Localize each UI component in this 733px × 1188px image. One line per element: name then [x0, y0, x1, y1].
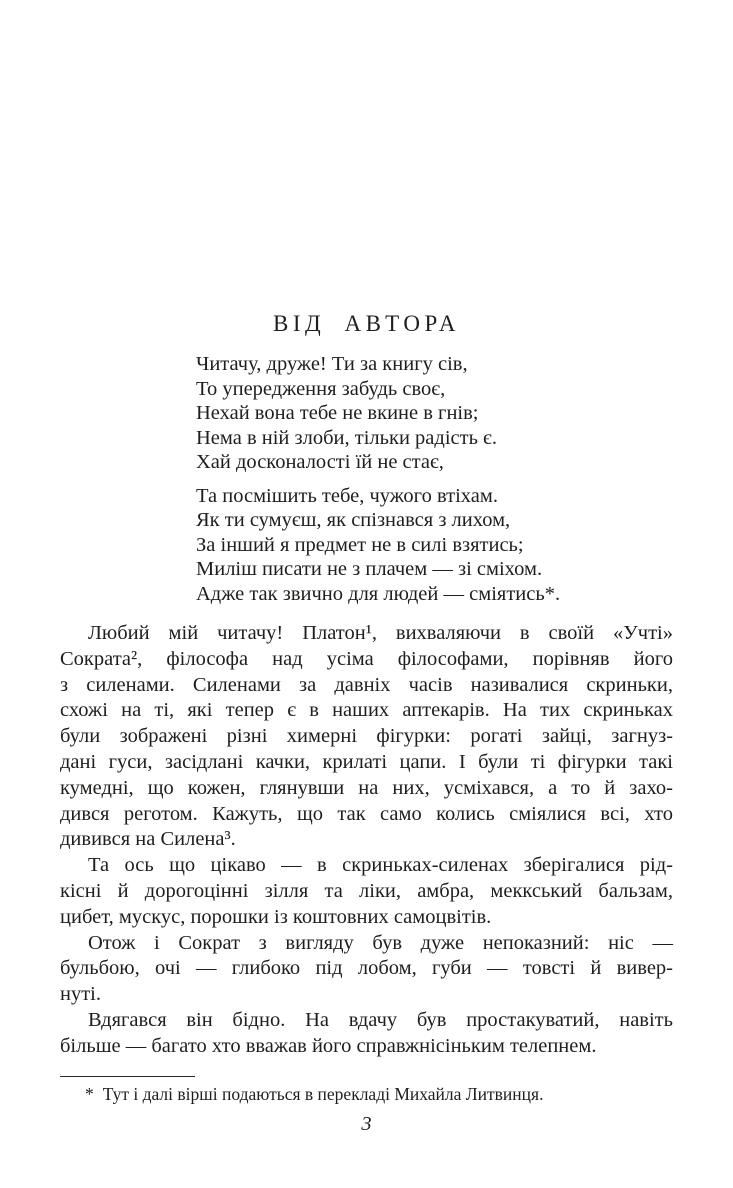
prose-line: дився реготом. Кажуть, що так само колись сміялися всі, хто: [60, 802, 673, 825]
footnote-divider: [60, 1076, 195, 1077]
footnote-text: Тут і далі вірші подаються в перекладі Михайла Литвинця.: [102, 1084, 544, 1104]
prose-paragraph-3: [60, 931, 673, 1008]
poem-line: Миліш писати не з плачем — зі сміхом.: [196, 558, 543, 580]
prose-line: Любий мій читачу! Платон¹, вихваляючи в своїй «Учті»: [88, 622, 673, 644]
prose-line: кісні й дорогоцінні зілля та ліки, амбра, меккський бальзам,: [60, 879, 673, 902]
prose-line: Отож і Сократ з вигляду був дуже непоказний: ніс —: [88, 931, 673, 954]
poem-stanza-1: [196, 352, 560, 475]
poem-line: Адже так звично для людей — сміятись*.: [196, 582, 561, 605]
prose-line: схожі на ті, які тепер є в наших аптекарів. На тих скриньках: [60, 699, 673, 722]
prose-line: були зображені різні химерні фігурки: рогаті зайці, загнуз-: [60, 725, 673, 748]
poem-line: Хай досконалості їй не стає,: [196, 451, 444, 473]
prose-paragraph-4: [60, 1008, 673, 1060]
body-text: [60, 621, 673, 1060]
poem: [196, 352, 560, 606]
prose-paragraph-2: [60, 853, 673, 930]
poem-stanza-2: [196, 484, 560, 607]
page-number: 3: [361, 1113, 372, 1135]
prose-line: нуті.: [60, 983, 101, 1006]
prose-line: Та ось що цікаво — в скриньках-силенах зберігалися рід-: [88, 854, 673, 877]
poem-line: Читачу, друже! Ти за книгу сів,: [196, 353, 468, 375]
prose-line: з силенами. Силенами за давніх часів називалися скриньки,: [60, 673, 673, 696]
prose-line: кумедні, що кожен, глянувши на них, усміхався, а то й захо-: [60, 776, 673, 799]
prose-line: дані гуси, засідлані качки, крилаті цапи. І були ті фігурки такі: [60, 750, 673, 773]
poem-line: Як ти сумуєш, як спізнався з лихом,: [196, 509, 511, 531]
footnote-marker: *: [85, 1084, 94, 1104]
prose-paragraph-1: [60, 621, 673, 853]
poem-line: Нехай вона тебе не вкине в гнів;: [196, 402, 479, 424]
prose-line: Сократа², філософа над усіма філософами, порівняв його: [60, 647, 673, 670]
prose-line: більше — багато хто вважав його справжнісіньким телепнем.: [60, 1034, 597, 1057]
page-title: ВІД АВТОРА: [273, 311, 460, 336]
footnote: [60, 1083, 673, 1105]
prose-line: цибет, мускус, порошки із коштовних самоцвітів.: [60, 905, 492, 928]
poem-line: То упередження забудь своє,: [196, 377, 446, 400]
poem-line: За інший я предмет не в силі взятись;: [196, 533, 524, 556]
prose-line: дивився на Силена³.: [60, 828, 236, 851]
prose-line: бульбою, очі — глибоко під лобом, губи — товсті й вивер-: [60, 957, 673, 980]
poem-line: Нема в ній злоби, тільки радість є.: [196, 426, 497, 449]
prose-line: Вдягався він бідно. На вдачу був простакуватий, навіть: [88, 1008, 673, 1031]
poem-line: Та посмішить тебе, чужого втіхам.: [196, 484, 498, 507]
